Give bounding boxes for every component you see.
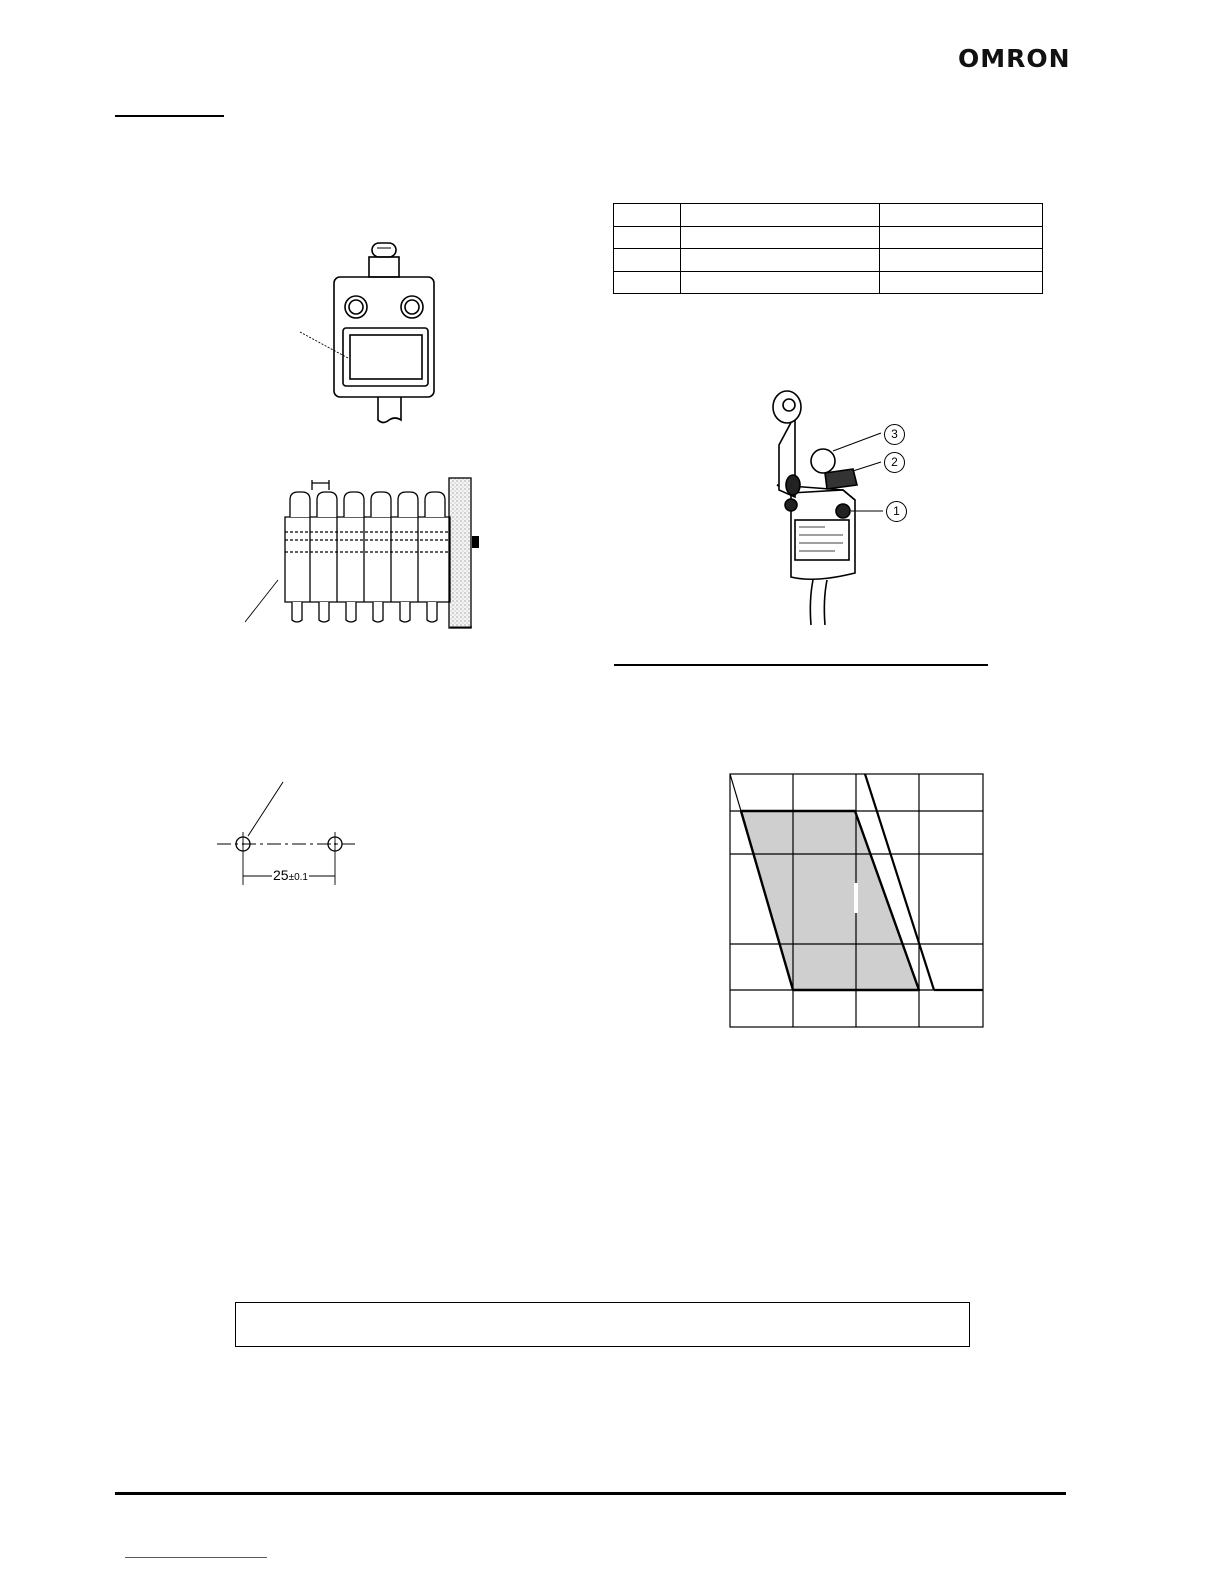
callout-1: 1 bbox=[886, 501, 907, 522]
pitch-tolerance: ±0.1 bbox=[288, 872, 308, 883]
footer-link-underline[interactable] bbox=[125, 1557, 267, 1558]
callout-2: 2 bbox=[884, 452, 905, 473]
switch-front-view-drawing bbox=[295, 240, 445, 430]
omron-logo: OMRON bbox=[958, 44, 1071, 73]
callout-3: 3 bbox=[884, 424, 905, 445]
table-row bbox=[614, 204, 1043, 227]
footer-rule bbox=[115, 1492, 1066, 1495]
section-divider bbox=[614, 664, 988, 666]
table-row bbox=[614, 226, 1043, 249]
gang-mounting-drawing bbox=[240, 472, 490, 637]
table-row bbox=[614, 271, 1043, 294]
spec-table bbox=[613, 203, 1043, 294]
hole-pitch-dimension bbox=[272, 867, 309, 883]
table-row bbox=[614, 249, 1043, 272]
operating-range-chart bbox=[729, 773, 985, 1029]
pitch-value: 25 bbox=[273, 867, 289, 883]
operating-range-area bbox=[741, 811, 919, 990]
note-box bbox=[235, 1302, 970, 1347]
section-heading-underline bbox=[115, 115, 224, 117]
